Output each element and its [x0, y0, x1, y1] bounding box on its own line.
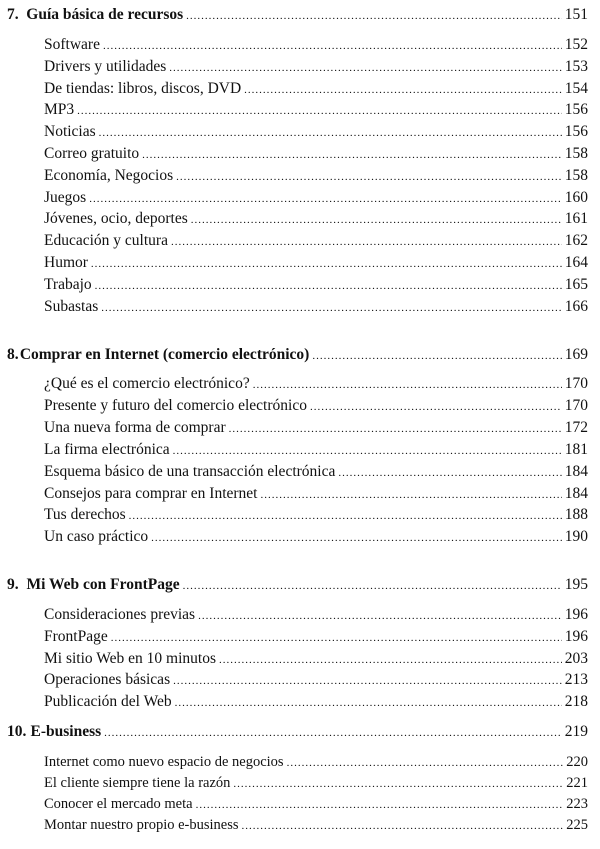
toc-entry — [44, 463, 588, 481]
entry-page: 158 — [564, 167, 588, 184]
dot-leader — [191, 214, 562, 226]
entry-page: 172 — [564, 419, 588, 436]
entry-title: Conocer el mercado meta — [44, 796, 193, 812]
entry-page: 184 — [564, 463, 588, 480]
toc-entry — [44, 276, 588, 294]
entry-title: Consejos para comprar en Internet — [44, 485, 258, 502]
dot-leader — [111, 632, 562, 644]
dot-leader — [253, 379, 562, 391]
toc-entry — [44, 397, 588, 415]
entry-page: 203 — [564, 650, 588, 667]
entry-page: 190 — [564, 528, 588, 545]
entry-title: Humor — [44, 254, 88, 271]
dot-leader — [173, 445, 562, 457]
toc-entry — [44, 145, 588, 163]
entry-title: Consideraciones previas — [44, 606, 196, 623]
chapter-page: 151 — [564, 6, 588, 23]
dot-leader — [91, 258, 562, 270]
entry-title: ¿Qué es el comercio electrónico? — [44, 375, 250, 392]
entry-page: 153 — [564, 58, 588, 75]
entry-title: Un caso práctico — [44, 528, 149, 545]
entry-title: Economía, Negocios — [44, 167, 174, 184]
chapter-heading — [7, 6, 588, 24]
entry-title: Montar nuestro propio e-business — [44, 817, 239, 833]
chapter-heading — [7, 576, 588, 594]
toc-entry — [44, 693, 588, 711]
entry-page: 156 — [564, 123, 588, 140]
dot-leader — [169, 62, 561, 74]
toc-entry — [44, 36, 588, 54]
chapter-number: 10. — [7, 723, 27, 740]
toc-entry — [44, 101, 588, 119]
chapter-heading — [7, 346, 588, 364]
toc-entry — [44, 754, 588, 771]
entry-title: Publicación del Web — [44, 693, 172, 710]
entry-page: 152 — [564, 36, 588, 53]
entry-title: Subastas — [44, 298, 99, 315]
chapter-number: 7. — [7, 6, 19, 23]
entry-page: 220 — [566, 754, 588, 770]
dot-leader — [171, 236, 562, 248]
entry-page: 166 — [564, 298, 588, 315]
toc-entry — [44, 528, 588, 546]
entry-page: 165 — [564, 276, 588, 293]
dot-leader — [183, 580, 562, 592]
entry-title: MP3 — [44, 101, 75, 118]
entry-title: Mi sitio Web en 10 minutos — [44, 650, 216, 667]
entry-page: 170 — [564, 375, 588, 392]
toc-entry — [44, 796, 588, 813]
entry-title: De tiendas: libros, discos, DVD — [44, 80, 242, 97]
dot-leader — [99, 127, 562, 139]
entry-title: Software — [44, 36, 100, 53]
toc-entry — [44, 298, 588, 316]
entry-page: 161 — [564, 210, 588, 227]
entry-title: Trabajo — [44, 276, 92, 293]
entry-page: 158 — [564, 145, 588, 162]
toc-entry — [44, 210, 588, 228]
toc-entry — [44, 606, 588, 624]
entry-page: 196 — [564, 606, 588, 623]
entry-page: 184 — [564, 485, 588, 502]
chapter-number: 8. — [7, 346, 19, 363]
entry-page: 213 — [564, 671, 588, 688]
toc-entry — [44, 58, 588, 76]
toc-entry — [44, 775, 588, 792]
dot-leader — [142, 149, 562, 161]
dot-leader — [196, 799, 564, 811]
dot-leader — [229, 423, 562, 435]
dot-leader — [219, 654, 562, 666]
chapter-number: 9. — [7, 576, 19, 593]
toc-entry — [44, 254, 588, 272]
toc-entry — [44, 650, 588, 668]
entry-page: 160 — [564, 189, 588, 206]
chapter-page: 195 — [564, 576, 588, 593]
toc-entry — [44, 80, 588, 98]
entry-title: Correo gratuito — [44, 145, 140, 162]
dot-leader — [310, 401, 562, 413]
dot-leader — [242, 820, 564, 832]
toc-entry — [44, 628, 588, 646]
entry-page: 162 — [564, 232, 588, 249]
entry-title: Juegos — [44, 189, 87, 206]
dot-leader — [260, 489, 561, 501]
entry-title: Operaciones básicas — [44, 671, 171, 688]
toc-entry — [44, 671, 588, 689]
dot-leader — [151, 532, 562, 544]
dot-leader — [101, 302, 562, 314]
toc-entry — [44, 167, 588, 185]
entry-title: Tus derechos — [44, 506, 126, 523]
dot-leader — [186, 10, 562, 22]
entry-title: Una nueva forma de comprar — [44, 419, 226, 436]
toc-entry — [44, 123, 588, 141]
toc-entry — [44, 189, 588, 207]
dot-leader — [95, 280, 562, 292]
dot-leader — [233, 778, 563, 790]
dot-leader — [338, 467, 561, 479]
entry-page: 218 — [564, 693, 588, 710]
entry-title: La firma electrónica — [44, 441, 170, 458]
toc-entry — [44, 506, 588, 524]
chapter-heading — [7, 723, 588, 741]
entry-title: Esquema básico de una transacción electrónica — [44, 463, 336, 480]
dot-leader — [103, 40, 562, 52]
dot-leader — [175, 697, 562, 709]
chapter-title: Comprar en Internet (comercio electrónico) — [19, 346, 310, 363]
entry-page: 181 — [564, 441, 588, 458]
toc-entry — [44, 232, 588, 250]
entry-title: Jóvenes, ocio, deportes — [44, 210, 188, 227]
dot-leader — [312, 350, 561, 362]
entry-title: Drivers y utilidades — [44, 58, 167, 75]
chapter-page: 219 — [564, 723, 588, 740]
chapter-title: Mi Web con FrontPage — [26, 576, 180, 593]
dot-leader — [244, 84, 562, 96]
chapter-page: 169 — [564, 346, 588, 363]
entry-page: 188 — [564, 506, 588, 523]
dot-leader — [89, 193, 562, 205]
dot-leader — [173, 675, 562, 687]
entry-title: Educación y cultura — [44, 232, 168, 249]
entry-title: Presente y futuro del comercio electrónico — [44, 397, 307, 414]
dot-leader — [104, 727, 562, 739]
entry-page: 170 — [564, 397, 588, 414]
entry-title: Noticias — [44, 123, 96, 140]
entry-page: 164 — [564, 254, 588, 271]
entry-title: Internet como nuevo espacio de negocios — [44, 754, 284, 770]
dot-leader — [77, 105, 562, 117]
entry-page: 154 — [564, 80, 588, 97]
dot-leader — [198, 610, 562, 622]
toc-entry — [44, 817, 588, 834]
toc-entry — [44, 485, 588, 503]
entry-page: 221 — [566, 775, 588, 791]
entry-page: 223 — [566, 796, 588, 812]
toc-entry — [44, 375, 588, 393]
dot-leader — [176, 171, 562, 183]
entry-title: El cliente siempre tiene la razón — [44, 775, 231, 791]
entry-title: FrontPage — [44, 628, 108, 645]
chapter-title: Guía básica de recursos — [26, 6, 184, 23]
entry-page: 196 — [564, 628, 588, 645]
dot-leader — [287, 757, 564, 769]
dot-leader — [129, 510, 562, 522]
chapter-title: E-business — [30, 723, 102, 740]
toc-entry — [44, 419, 588, 437]
entry-page: 225 — [566, 817, 588, 833]
toc-entry — [44, 441, 588, 459]
entry-page: 156 — [564, 101, 588, 118]
